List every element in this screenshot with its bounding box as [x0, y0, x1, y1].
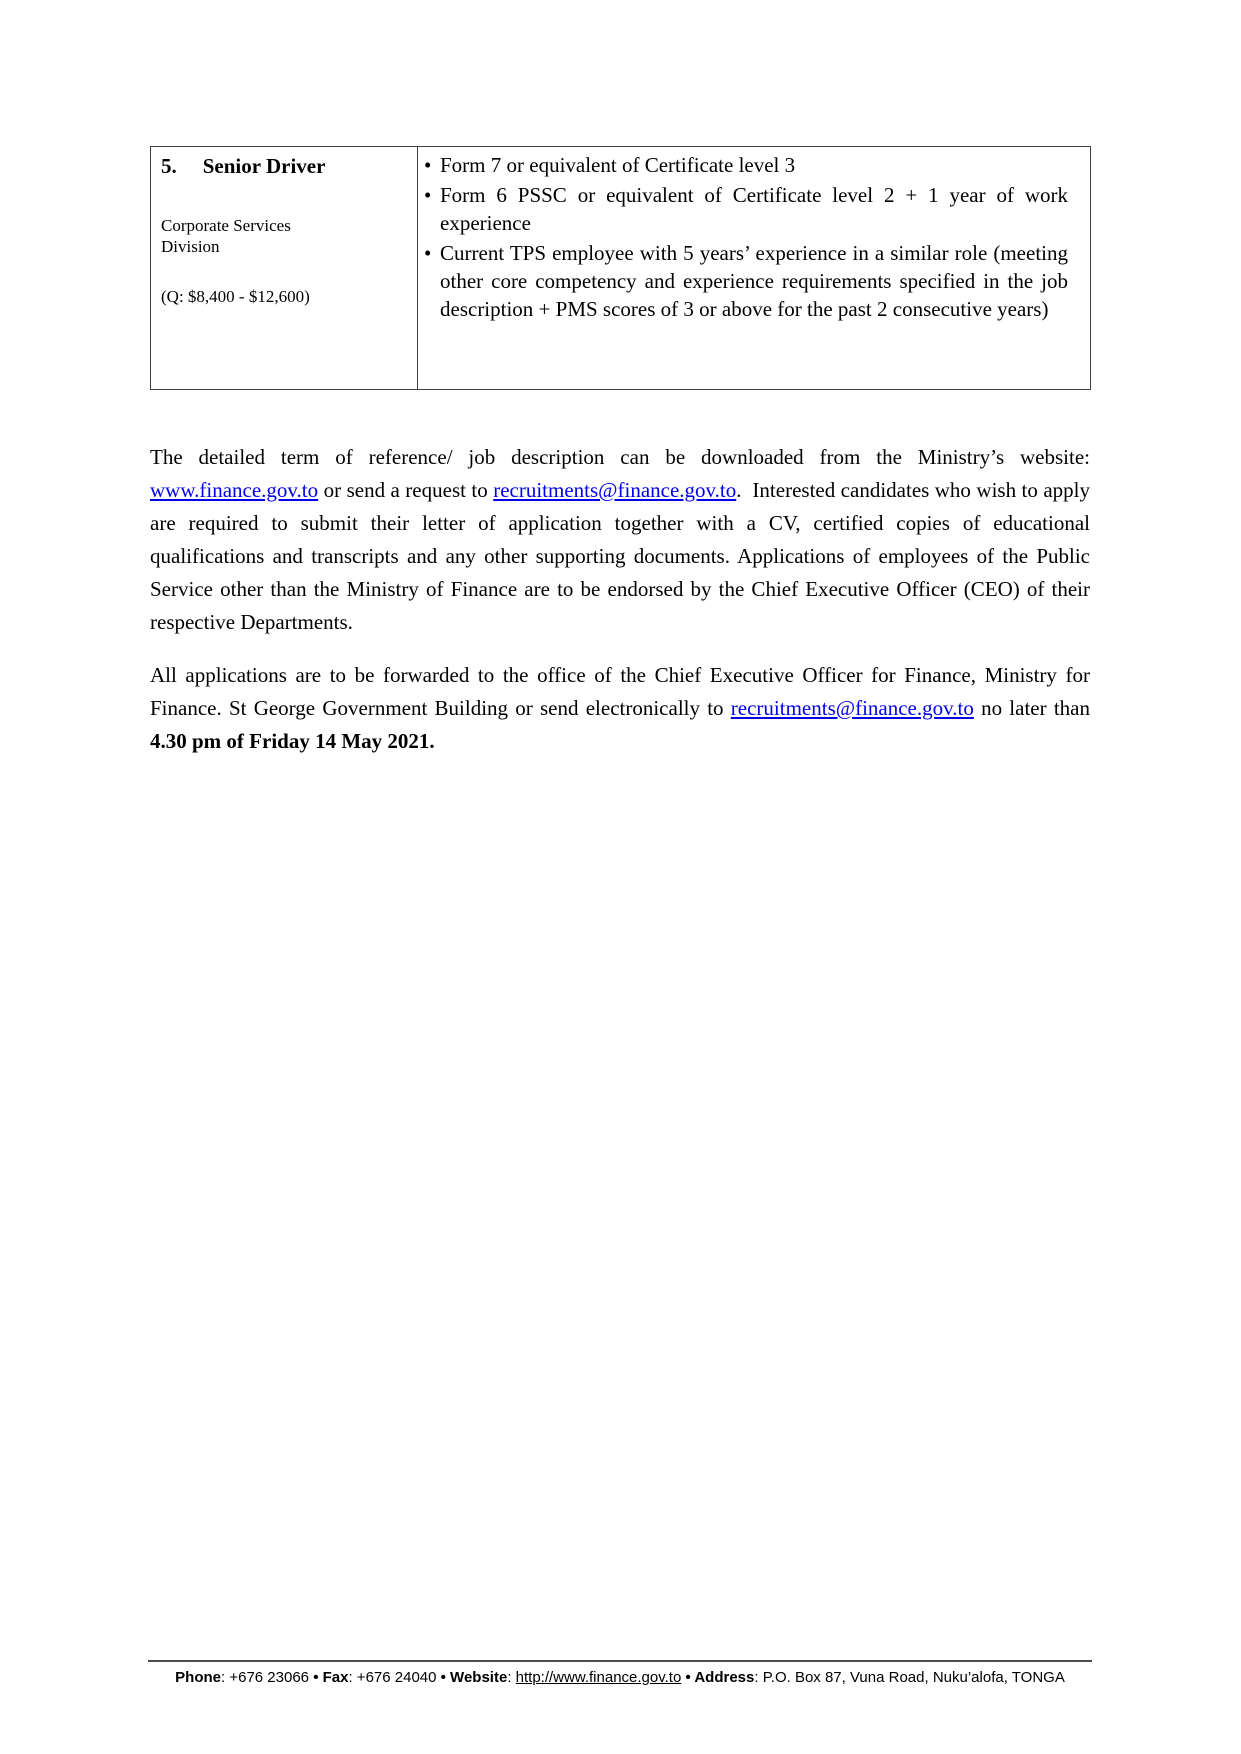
job-title [161, 153, 409, 179]
recruitments-email-link[interactable]: recruitments@finance.gov.to [493, 478, 737, 502]
text-run: : +676 23066 [221, 1669, 314, 1686]
recruitments-email-link[interactable]: recruitments@finance.gov.to [730, 696, 974, 720]
text-run: . Interested candidates who wish to apply are required to submit their letter of application together with a CV, certified copies of educational qualifications and transcripts and any other supporting documents. Applications of employees of the Public Service other than the Ministry of Finance are to be endorsed by the Chief Executive Officer (CEO) of their respective Departments. [150, 478, 1096, 634]
requirement-item: • Form 7 or equivalent of Certificate level 3 [420, 151, 1068, 179]
job-title-text: Senior Driver [202, 154, 326, 178]
text-run: no later than [973, 696, 1096, 720]
text-run: • Fax [313, 1669, 349, 1686]
paragraph-application-instructions [150, 441, 1096, 639]
text-run: • Website [440, 1669, 508, 1686]
text-run: : [507, 1669, 516, 1686]
text-run: All applications are to be forwarded to the office of the Chief Executive Officer for Finance, Ministry for Finance. St George Government Building or send electronically to [150, 663, 1096, 720]
job-vacancy-table [150, 146, 1091, 390]
website-link[interactable]: www.finance.gov.to [150, 478, 319, 502]
text-run: 4.30 pm of Friday 14 May 2021. [150, 729, 435, 753]
text-run: : P.O. Box 87, Vuna Road, Nuku’alofa, TONGA [754, 1669, 1065, 1686]
job-salary-band: (Q: $8,400 - $12,600) [161, 287, 310, 306]
footer-website-link[interactable]: http://www.finance.gov.to [515, 1669, 682, 1686]
table-row [151, 147, 1091, 390]
job-requirements-cell [418, 147, 1091, 390]
requirement-item: • Form 6 PSSC or equivalent of Certificate level 2 + 1 year of work experience [420, 181, 1068, 237]
requirements-list [420, 151, 1068, 323]
paragraph-submission-deadline [150, 659, 1096, 758]
job-number: 5. [161, 154, 177, 178]
text-run: The detailed term of reference/ job description can be downloaded from the Ministry’s website: [150, 445, 1096, 469]
text-run: : +676 24040 [348, 1669, 441, 1686]
text-run: Phone [175, 1669, 222, 1686]
text-run: or send a request to [318, 478, 494, 502]
page-footer [148, 1660, 1092, 1687]
footer-contact-line [175, 1669, 1065, 1686]
job-title-cell [151, 147, 418, 390]
requirement-item: • Current TPS employee with 5 years’ experience in a similar role (meeting other core competency and experience requirements specified in the job description + PMS scores of 3 or above for the past 2 consecutive years) [420, 239, 1068, 323]
job-division: Corporate Services Division [161, 216, 291, 256]
text-run: • Address [685, 1669, 755, 1686]
